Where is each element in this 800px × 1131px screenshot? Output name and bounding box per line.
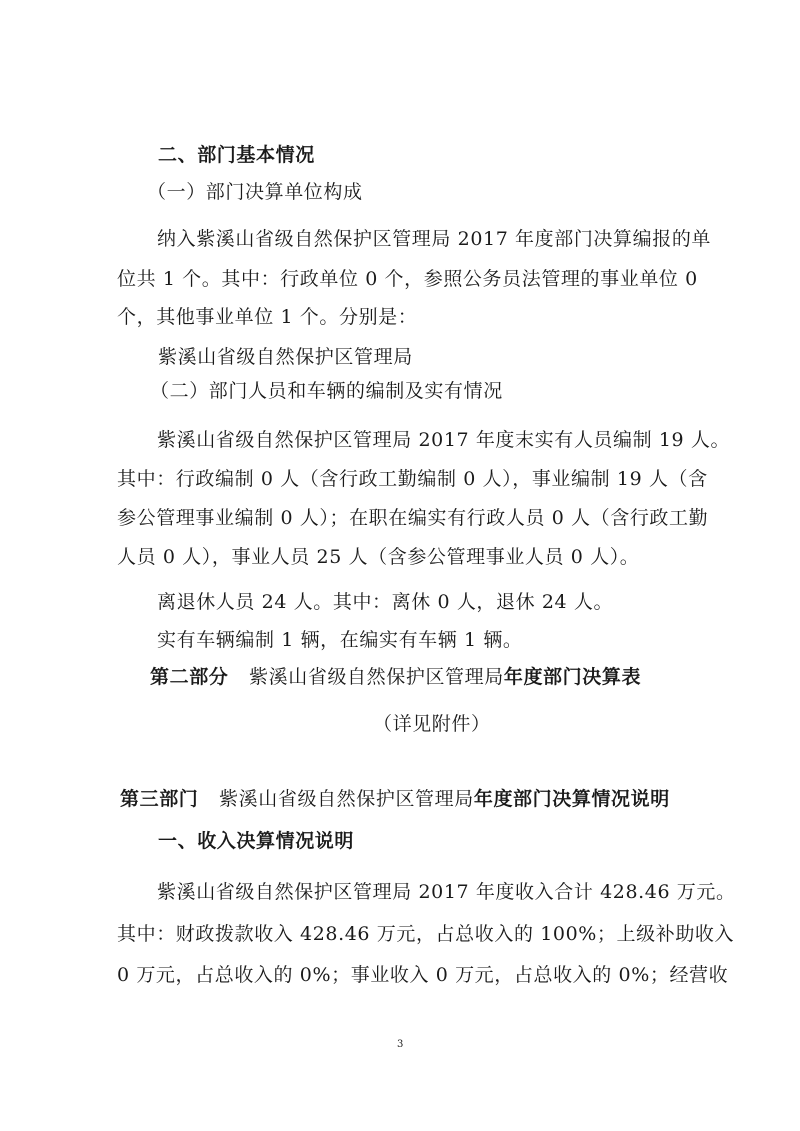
paragraph-line: 位共 1 个。其中：行政单位 0 个，参照公务员法管理的事业单位 0 [117, 268, 698, 290]
section-heading-income: 一、收入决算情况说明 [158, 830, 355, 852]
paragraph-vehicles: 实有车辆编制 1 辆，在编实有车辆 1 辆。 [157, 629, 523, 651]
part2-note: （详见附件） [373, 713, 491, 735]
section-heading-basic: 二、部门基本情况 [158, 144, 315, 166]
part2-org: 紫溪山省级自然保护区管理局 [249, 666, 504, 688]
part3-label: 第三部门 [120, 788, 199, 810]
paragraph-line: 0 万元，占总收入的 0%；事业收入 0 万元，占总收入的 0%；经营收 [117, 964, 729, 986]
paragraph-line: 人员 0 人），事业人员 25 人（含参公管理事业人员 0 人）。 [117, 546, 640, 568]
unit-name: 紫溪山省级自然保护区管理局 [158, 346, 413, 368]
part2-title [150, 665, 641, 689]
paragraph-line: 纳入紫溪山省级自然保护区管理局 2017 年度部门决算编报的单 [157, 228, 712, 250]
paragraph-line: 其中：财政拨款收入 428.46 万元，占总收入的 100%；上级补助收入 [117, 923, 735, 945]
paragraph-line: 紫溪山省级自然保护区管理局 2017 年度末实有人员编制 19 人。 [157, 429, 731, 451]
part2-label: 第二部分 [150, 666, 229, 688]
part3-org: 紫溪山省级自然保护区管理局 [219, 788, 474, 810]
paragraph-line: 个，其他事业单位 1 个。分别是： [117, 306, 418, 328]
paragraph-line: 紫溪山省级自然保护区管理局 2017 年度收入合计 428.46 万元。 [157, 881, 736, 903]
paragraph-line: 其中：行政编制 0 人（含行政工勤编制 0 人），事业编制 19 人（含 [117, 468, 708, 490]
page-number: 3 [397, 1039, 404, 1050]
subheading-unit-composition: （一）部门决算单位构成 [147, 181, 363, 203]
part2-title-text: 年度部门决算表 [503, 666, 642, 688]
paragraph-line: 参公管理事业编制 0 人）；在职在编实有行政人员 0 人（含行政工勤 [117, 507, 709, 529]
subheading-staff-vehicles: （二）部门人员和车辆的编制及实有情况 [150, 380, 503, 402]
part3-title-text: 年度部门决算情况说明 [473, 788, 670, 810]
part3-title [120, 787, 670, 811]
paragraph-retirees: 离退休人员 24 人。其中：离休 0 人，退休 24 人。 [157, 591, 614, 613]
